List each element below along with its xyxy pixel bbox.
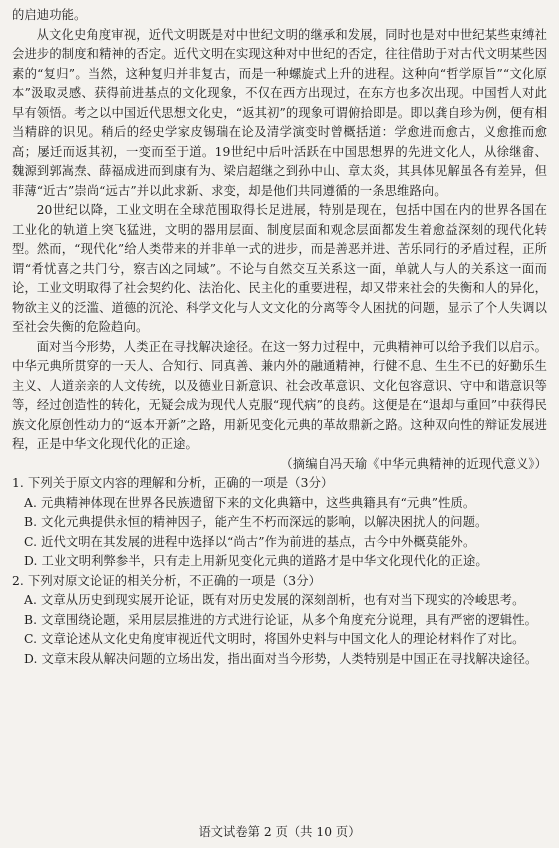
passage-paragraph-2: 20世纪以降，工业文明在全球范围取得长足进展，特别是现在，包括中国在内的世界各国在工业化的轨道上突飞猛进，文明的器用层面、制度层面和观念层面都发生着愈益深刻的现代化转型。然而，“现代化”给人类带来的并非单一式的进步，而是善恶并进、苦乐同行的矛盾过程，正所谓“肴忧喜之共门兮，察吉凶之同域”。不论与自然交互关系这一面，单就人与人的关系这一面而论，工业文明取得了社会契约化、法治化、民主化的重要进程，却又带来社会的失衡和人的异化，物欲主义的泛滥、道德的沉沦、科学文化与人文文化的分离等令人困扰的问题，显示了个人失调以至社会失衡的危险趋向。 (12, 203, 547, 334)
question-1 (12, 474, 547, 572)
question-2 (12, 572, 547, 670)
question-1-option-a: A. 元典精神体现在世界各民族遗留下来的文化典籍中，这些典籍具有“元典”性质。 (24, 495, 476, 510)
passage-citation: （摘编自冯天瑜《中华元典精神的近现代意义》） (280, 456, 547, 471)
question-1-option-d: D. 工业文明利弊参半，只有走上用新见变化元典的道路才是中华文化现代化的正途。 (24, 554, 488, 568)
page-footer: 语文试卷第 2 页（共 10 页） (198, 825, 361, 839)
passage-paragraph-1: 从文化史角度审视，近代文明既是对中世纪文明的继承和发展，同时也是对中世纪某些束缚社会进步的制度和精神的否定。近代文明在实现这种对中世纪的否定，往往借助于对古代文明某些因素的“复归”。当然，这种复归并非复古，而是一种螺旋式上升的进程。这种向“哲学原旨”“文化原本”汲取灵感、获得前进基点的文化现象，不仅在西方出现过，在东方也多次出现。中国哲人对此早有领悟。考之以中国近代思想文化史，“返其初”的现象可谓俯拾即是。即以龚自珍为例，便有相当精辟的识见。稍后的经史学家皮锡瑞在论及清学演变时曾概括道：学愈进而愈古，义愈推而愈高；屡迁而返其初，一变而至于道。19世纪中后叶活跃在中国思想界的先进文化人，从徐继畬、魏源到郭嵩焘、薛福成进而到康有为、梁启超继之到孙中山、章太炎，其具体见解虽各有差异，但菲薄“近古”崇尚“远古”并以此求新、求变，却是他们共同遵循的一条思维路向。 (12, 27, 547, 198)
passage-paragraph-3: 面对当今形势，人类正在寻找解决途径。在这一努力过程中，元典精神可以给予我们以启示。中华元典所贯穿的一天人、合知行、同真善、兼内外的融通精神，行健不息、生生不已的好勤乐生主义、人道亲亲的人文传统，以及德业日新意识、社会改革意识、文化包容意识、守中和谐意识等等，经过创造性的转化，无疑会成为现代人克服“现代病”的良药。这便是在“退却与重回”中获得民族文化原创性动力的“返本开新”之路，用新见变化元典的革故鼎新之路。这种双向性的辩证发展进程，正是中华文化现代化的正途。 (12, 339, 547, 451)
reading-passage (12, 6, 547, 474)
question-1-option-b: B. 文化元典提供永恒的精神因子，能产生不朽而深远的影响，以解决困扰人的问题。 (24, 515, 488, 529)
question-2-option-a: A. 文章从历史到现实展开论证，既有对历史发展的深刻剖析，也有对当下现实的冷峻思考。 (24, 593, 525, 607)
question-2-stem: 2. 下列对原文论证的相关分析，不正确的一项是（3分） (12, 573, 321, 588)
question-1-stem: 1. 下列关于原文内容的理解和分析，正确的一项是（3分） (12, 476, 334, 490)
question-2-option-b: B. 文章围绕论题，采用层层推进的方式进行论证，从多个角度充分说理，具有严密的逻辑性。 (24, 612, 538, 627)
question-2-option-c: C. 文章论述从文化史角度审视近代文明时，将国外史料与中国文化人的理论材料作了对比。 (24, 632, 525, 646)
question-1-option-c: C. 近代文明在其发展的进程中选择以“尚古”作为前进的基点，古今中外概莫能外。 (24, 534, 476, 549)
question-2-option-d: D. 文章末段从解决问题的立场出发，指出面对当今形势，人类特别是中国正在寻找解决途径。 (24, 651, 538, 666)
passage-paragraph-0: 的启迪功能。 (12, 8, 87, 22)
